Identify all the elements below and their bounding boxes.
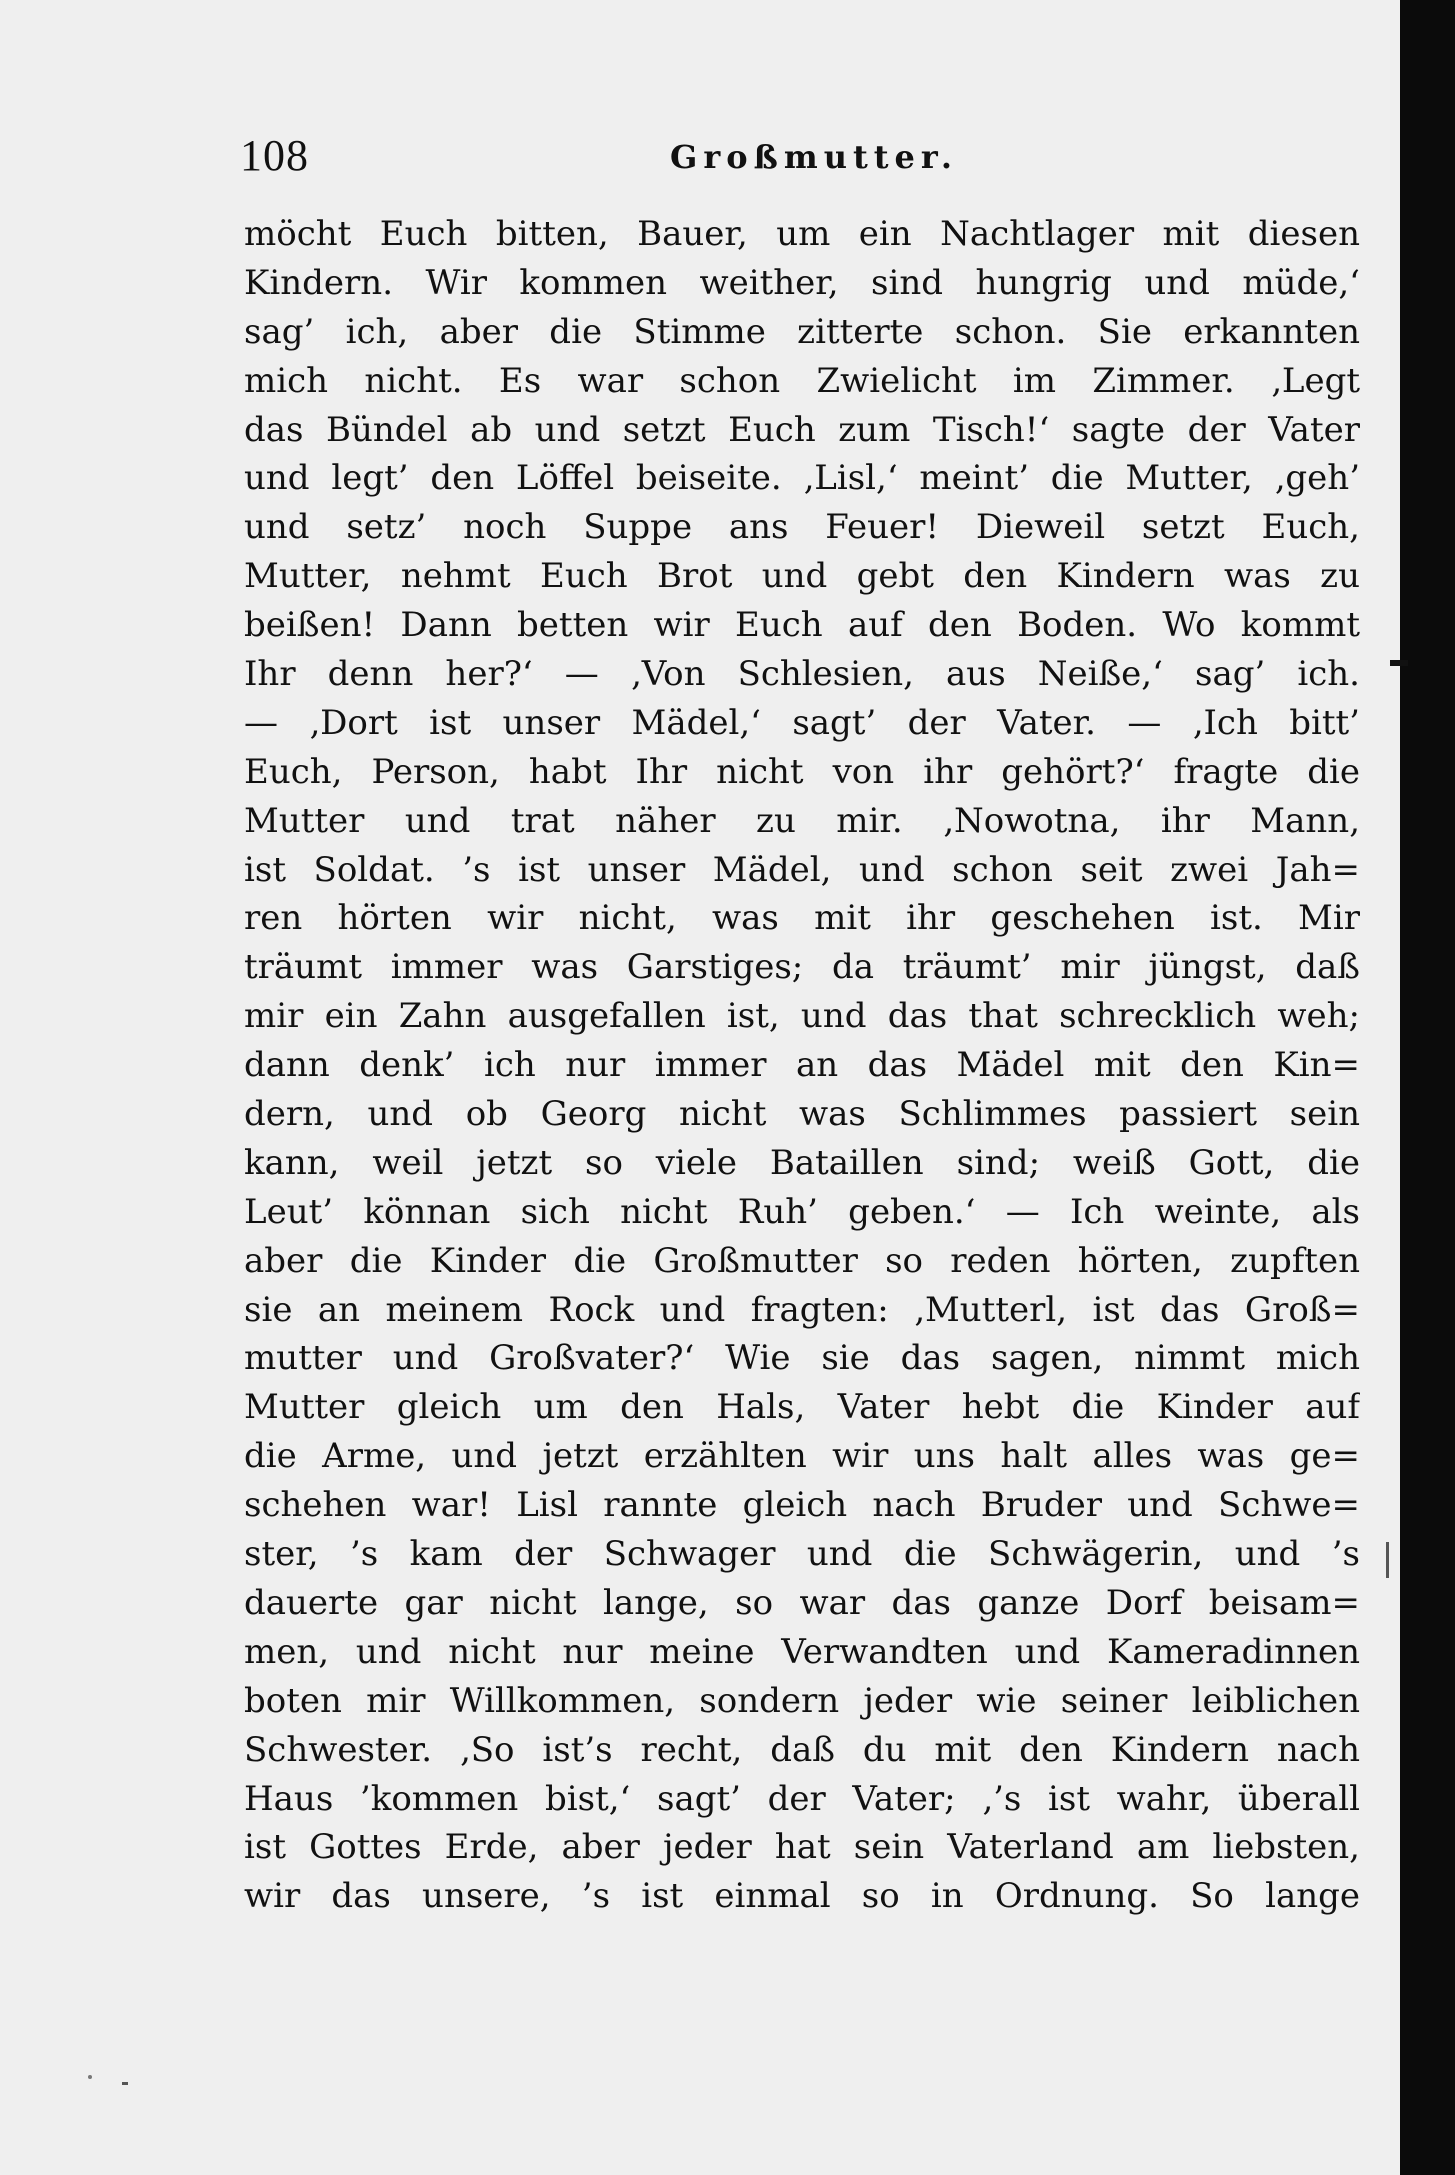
text-line: mich nicht. Es war schon Zwielicht im Zimmer. ‚Legt [244,360,1360,401]
text-line: ster, ’s kam der Schwager und die Schwägerin, und ’s [244,1534,1360,1575]
text-line: boten mir Willkommen, sondern jeder wie seiner leiblichen [244,1680,1360,1721]
scan-border [1400,0,1455,2175]
text-line: träumt immer was Garstiges; da träumt’ mir jüngst, daß [244,947,1360,988]
scan-speck [122,2082,128,2085]
text-line: men, und nicht nur meine Verwandten und Kameradinnen [244,1631,1360,1672]
text-line: Mutter gleich um den Hals, Vater hebt die Kinder auf [244,1387,1360,1428]
text-line: das Bündel ab und setzt Euch zum Tisch!‘ sagte der Vater [244,409,1360,450]
text-line: Mutter, nehmt Euch Brot und gebt den Kindern was zu [244,556,1360,597]
text-line: Euch, Person, habt Ihr nicht von ihr gehört?‘ fragte die [244,751,1360,792]
text-line: und legt’ den Löffel beiseite. ‚Lisl,‘ meint’ die Mutter, ‚geh’ [244,458,1360,499]
text-line: mutter und Großvater?‘ Wie sie das sagen, nimmt mich [244,1338,1360,1379]
binding-mark [1390,660,1408,666]
text-line: dann denk’ ich nur immer an das Mädel mit den Kin= [244,1045,1360,1086]
running-title: Großmutter. [670,138,958,176]
text-line: Haus ’kommen bist,‘ sagt’ der Vater; ‚’s ist wahr, überall [244,1778,1360,1819]
text-line: ren hörten wir nicht, was mit ihr geschehen ist. Mir [244,898,1360,939]
scan-speck [1386,1542,1389,1578]
body-text [244,210,1360,1921]
text-line: — ‚Dort ist unser Mädel,‘ sagt’ der Vater. — ‚Ich bitt’ [244,702,1360,743]
scan-speck [88,2075,92,2079]
text-line: dauerte gar nicht lange, so war das ganze Dorf beisam= [244,1582,1360,1623]
text-line: Ihr denn her?‘ — ‚Von Schlesien, aus Neiße,‘ sag’ ich. [244,654,1360,695]
text-line: beißen! Dann betten wir Euch auf den Boden. Wo kommt [244,605,1360,646]
text-line: sag’ ich, aber die Stimme zitterte schon. Sie erkannten [244,311,1360,352]
text-line: die Arme, und jetzt erzählten wir uns halt alles was ge= [244,1436,1360,1477]
text-line: ist Gottes Erde, aber jeder hat sein Vaterland am liebsten, [244,1827,1360,1868]
text-line: schehen war! Lisl rannte gleich nach Bruder und Schwe= [244,1485,1360,1526]
text-line: aber die Kinder die Großmutter so reden hörten, zupften [244,1240,1360,1281]
text-line: Schwester. ‚So ist’s recht, daß du mit den Kindern nach [244,1729,1360,1770]
text-line: möcht Euch bitten, Bauer, um ein Nachtlager mit diesen [244,214,1360,254]
text-line: Kindern. Wir kommen weither, sind hungrig und müde,‘ [244,262,1360,303]
text-line: Mutter und trat näher zu mir. ‚Nowotna, ihr Mann, [244,800,1360,841]
text-line: und setz’ noch Suppe ans Feuer! Dieweil setzt Euch, [244,507,1360,548]
text-line: dern, und ob Georg nicht was Schlimmes passiert sein [244,1094,1360,1135]
text-line: sie an meinem Rock und fragten: ‚Mutterl, ist das Groß= [244,1289,1360,1330]
text-line: ist Soldat. ’s ist unser Mädel, und schon seit zwei Jah= [244,849,1360,890]
text-line: kann, weil jetzt so viele Bataillen sind; weiß Gott, die [244,1142,1360,1183]
text-line: mir ein Zahn ausgefallen ist, und das that schrecklich weh; [244,996,1360,1037]
page-header [240,130,1360,180]
page-number: 108 [240,131,309,180]
text-line: Leut’ könnan sich nicht Ruh’ geben.‘ — Ich weinte, als [244,1191,1360,1232]
text-line: wir das unsere, ’s ist einmal so in Ordnung. So lange [244,1876,1360,1917]
